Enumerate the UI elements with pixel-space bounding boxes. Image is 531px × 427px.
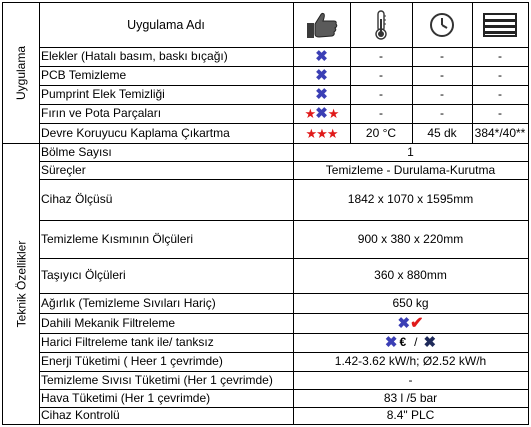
grid-line: [3, 143, 528, 144]
grid-line: [350, 3, 351, 143]
spec-row-value: 1: [407, 144, 414, 159]
spec-row-label: Taşıyıcı Ölçüleri: [41, 268, 126, 282]
x-mark-icon: ✖: [384, 334, 398, 351]
thumbs-up-icon: [293, 3, 350, 47]
grid-line: [39, 66, 528, 67]
app-row-rating: [293, 85, 350, 104]
spec-row-value: Temizleme - Durulama-Kurutma: [325, 162, 496, 177]
star-icon: ★: [316, 125, 327, 141]
side-label-application: Uygulama: [14, 45, 28, 101]
side-label-technical: Teknik Özellikler: [14, 240, 29, 327]
app-row-extra: -: [498, 49, 502, 63]
x-mark-icon: ✖: [315, 86, 328, 103]
app-row-label: Elekler (Hatalı basım, baskı bıçağı): [41, 49, 228, 63]
grid-line: [39, 293, 528, 294]
grid-line: [39, 258, 528, 259]
star-icon: ★: [326, 125, 338, 141]
grid-line: [39, 47, 528, 48]
spec-row-value: 1.42-3.62 kW/h; Ø2.52 kW/h: [334, 354, 487, 368]
app-row-rating: [293, 66, 350, 85]
spec-row-value: 360 x 880mm: [374, 268, 447, 282]
spec-row-value: 650 kg: [392, 295, 429, 310]
app-row-extra: 384*/40**: [474, 125, 526, 140]
spec-row-value: -: [408, 372, 413, 387]
spec-row-label: Enerji Tüketimi ( Heer 1 çevrimde): [41, 354, 223, 368]
app-row-temp: -: [379, 68, 383, 82]
app-row-rating: [293, 104, 350, 123]
spec-row-value: 8.4" PLC: [386, 408, 435, 422]
x-mark-icon: ✖: [315, 67, 328, 84]
menu-lines-icon: [472, 3, 528, 47]
spec-row-value: 1842 x 1070 x 1595mm: [347, 192, 474, 206]
spec-row-label: Dahili Mekanik Filtreleme: [41, 315, 176, 330]
spec-row-label: Ağırlık (Temizleme Sıvıları Hariç): [41, 295, 216, 310]
app-row-time: -: [440, 87, 444, 101]
app-row-label: Devre Koruyucu Kaplama Çıkartma: [41, 125, 230, 140]
x-mark-icon: ✖: [423, 334, 437, 351]
x-mark-icon: ✖: [397, 314, 411, 332]
x-mark-icon: ✖: [315, 105, 328, 122]
spec-row-value: 83 l /5 bar: [383, 390, 438, 405]
spec-row-label: Temizleme Sıvısı Tüketimi (Her 1 çevrimde): [41, 372, 273, 387]
thermometer-icon: [350, 3, 412, 47]
header-title: Uygulama Adı: [127, 17, 205, 32]
spec-row-value: 900 x 380 x 220mm: [357, 231, 464, 246]
star-icon: ★: [304, 106, 316, 121]
grid-line: [39, 407, 528, 408]
grid-line: [39, 389, 528, 390]
x-mark-icon: ✖: [315, 48, 328, 65]
app-row-rating: [293, 47, 350, 66]
app-row-temp: 20 °C: [365, 125, 397, 140]
spec-row-label: Bölme Sayısı: [41, 144, 112, 159]
app-row-time: -: [440, 106, 444, 120]
app-row-label: Fırın ve Pota Parçaları: [41, 106, 162, 120]
grid-line: [472, 3, 473, 143]
app-row-time: 45 dk: [427, 125, 457, 140]
check-mark-icon: ✔: [410, 314, 424, 332]
grid-line: [39, 179, 528, 180]
spec-row-label: Harici Filtreleme tank ile/ tanksız: [41, 335, 214, 349]
app-row-temp: -: [379, 87, 383, 101]
clock-icon: [412, 3, 472, 47]
star-icon: ★: [327, 106, 339, 121]
grid-line: [39, 371, 528, 372]
grid-line: [412, 3, 413, 143]
app-row-extra: -: [498, 87, 502, 101]
spec-row-label: Hava Tüketimi (Her 1 çevrimde): [41, 390, 211, 405]
spec-row-label: Cihaz Ölçüsü: [41, 192, 113, 206]
grid-line: [39, 161, 528, 162]
app-row-extra: -: [498, 68, 502, 82]
spec-row-value: [293, 313, 528, 333]
spec-row-label: Temizleme Kısmının Ölçüleri: [41, 231, 194, 246]
app-row-extra: -: [498, 106, 502, 120]
grid-line: [39, 104, 528, 105]
app-row-time: -: [440, 49, 444, 63]
app-row-label: Pumprint Elek Temizliği: [41, 87, 165, 101]
grid-line: [39, 313, 528, 314]
euro-icon: €: [399, 335, 407, 349]
star-icon: ★: [305, 125, 317, 141]
spec-row-label: Cihaz Kontrolü: [41, 408, 120, 422]
grid-line: [39, 220, 528, 221]
app-row-label: PCB Temizleme: [41, 68, 127, 82]
grid-line: [39, 352, 528, 353]
grid-line: [39, 85, 528, 86]
spec-row-value: [293, 333, 528, 352]
app-row-rating: [293, 123, 350, 143]
separator-slash: /: [414, 335, 418, 349]
app-row-temp: -: [379, 49, 383, 63]
app-row-time: -: [440, 68, 444, 82]
spec-row-label: Süreçler: [41, 162, 86, 177]
comparison-table: [2, 2, 529, 425]
app-row-temp: -: [379, 106, 383, 120]
grid-line: [39, 333, 528, 334]
grid-line: [39, 123, 528, 124]
